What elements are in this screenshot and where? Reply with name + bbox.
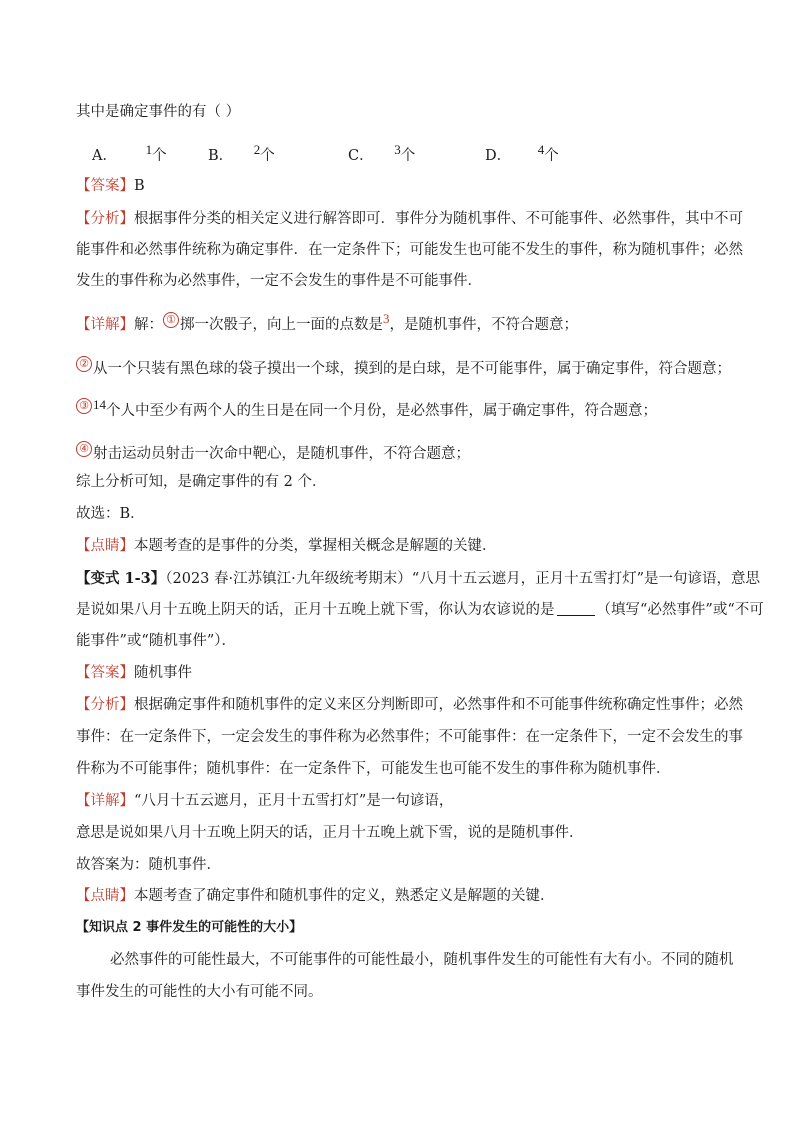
detail-tag: 【详解】 [76,317,134,333]
answer-line [76,176,145,196]
analysis-line-2: 能事件和必然事件统称为确定事件．在一定条件下；可能发生也可能不发生的事件，称为随机事件；必然 [76,242,743,258]
analysis2-line-2: 事件：在一定条件下，一定会发生的事件称为必然事件；不可能事件：在一定条件下，一定不会发生的事 [76,729,743,745]
detail2-line-2: 意思是说如果八月十五晚上阴天的话，正月十五晚上就下雪，说的是随机事件． [76,825,584,841]
option-c: C． 3个 [348,142,416,164]
option-b: B． 2个 [208,142,275,164]
answer2-line: 【答案】随机事件 [76,665,192,681]
question-text: 其中是确定事件的有（ ） [76,104,241,120]
detail-line-4: ④ 射击运动员射击一次命中靶心，是随机事件，不符合题意； [76,444,470,464]
detail-line-2: ② 从一个只装有黑色球的袋子摸出一个球，摸到的是白球，是不可能事件，属于确定事件，符合题意； [76,359,731,379]
analysis-line-1: 【分析】根据事件分类的相关定义进行解答即可．事件分为随机事件、不可能事件、必然事件，其中不可 [76,211,743,227]
option-d: D． 4个 [485,142,559,164]
variant-tag: 【变式 1-3】 [76,570,166,587]
analysis-line-3: 发生的事件称为必然事件，一定不会发生的事件是不可能事件． [76,273,482,289]
review-line-1: 【点睛】本题考查的是事件的分类，掌握相关概念是解题的关键． [76,538,497,554]
fill-blank [557,601,595,616]
option-a: A． 1个 [92,142,167,164]
circled-four-icon: ④ [76,441,92,457]
detail2-line-1: 【详解】“八月十五云遮月，正月十五雪打灯”是一句谚语， [76,793,454,809]
variant-line-1: 【变式 1-3】（2023 春·江苏镇江·九年级统考期末）“八月十五云遮月，正月十五雪打灯”是一句谚语，意思 [76,570,761,587]
knowledge-line-2: 事件发生的可能性的大小有可能不同。 [76,984,323,1000]
knowledge-line-1: 必然事件的可能性最大，不可能事件的可能性最小，随机事件发生的可能性有大有小。不同的随机 [110,952,734,968]
analysis2-line-1: 【分析】根据确定事件和随机事件的定义来区分判断即可，必然事件和不可能事件统称确定性事件；必然 [76,697,743,713]
variant-line-2: 是说如果八月十五晚上阴天的话，正月十五晚上就下雪，你认为农谚说的是 （填写“必然事件”或“不可 [76,602,764,618]
analysis-tag: 【分析】 [76,211,134,227]
variant-line-3: 能事件”或“随机事件”）． [76,633,236,649]
review-tag: 【点睛】 [76,538,134,554]
knowledge-point-title: 【知识点 2 事件发生的可能性的大小】 [76,920,303,935]
choose-line: 故选：B． [76,506,145,522]
detail-line-1: 【详解】解： ① 掷一次骰子，向上一面的点数是3，是随机事件，不符合题意； [76,311,578,333]
answer-value: B [134,178,145,194]
summary-line: 综上分析可知，是确定事件的有 2 个． [76,474,327,490]
detail-line-3: ③ 14个人中至少有两个人的生日是在同一个月份，是必然事件，属于确定事件，符合题意； [76,401,657,421]
circled-three-icon: ③ [76,398,92,414]
review2-line: 【点睛】本题考查了确定事件和随机事件的定义，熟悉定义是解题的关键． [76,888,555,904]
detail2-line-3: 故答案为：随机事件． [76,857,221,873]
circled-one-icon: ① [163,312,179,328]
circled-two-icon: ② [76,356,92,372]
answer-tag: 【答案】 [76,178,134,194]
analysis2-line-3: 件称为不可能事件；随机事件：在一定条件下，可能发生也可能不发生的事件称为随机事件． [76,761,671,777]
